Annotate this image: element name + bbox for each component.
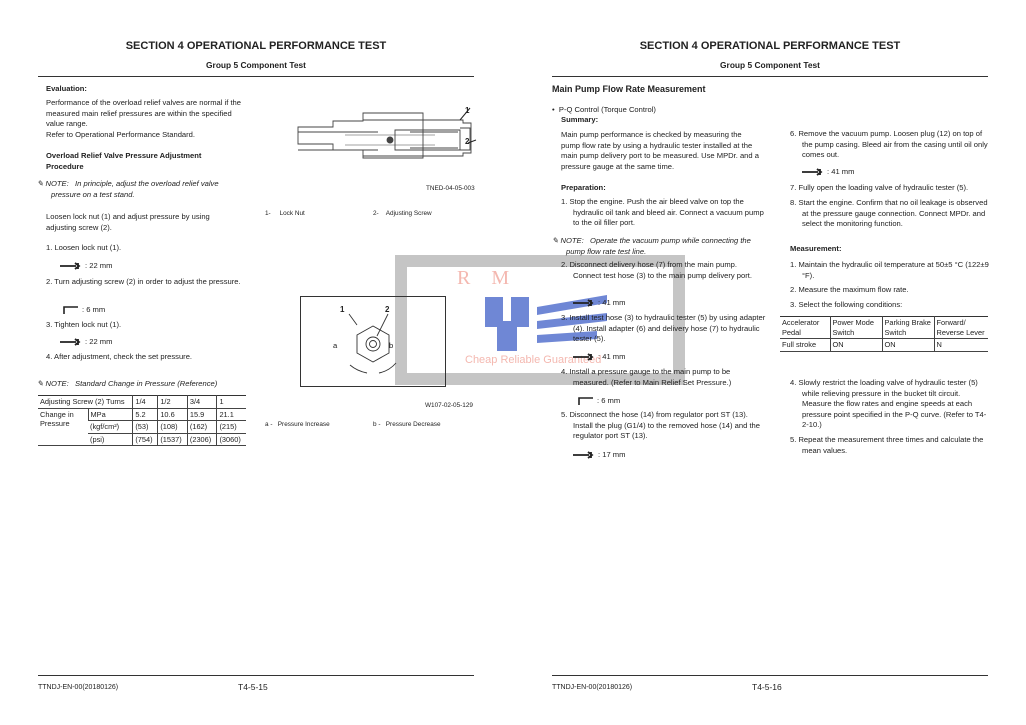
intro-text: Loosen lock nut (1) and adjust pressure by using adjusting screw (2). (46, 212, 210, 232)
summary-heading: Summary: (561, 115, 599, 124)
table-row: (psi) (754) (1537) (2306) (3060) (38, 433, 246, 446)
evaluation-ref: Refer to Operational Performance Standard. (46, 130, 196, 139)
page-number: T4-5-15 (238, 682, 268, 692)
meas-step-5: 5. Repeat the measurement three times and calculate the mean values. (790, 435, 984, 455)
page-subtitle-left: Group 5 Component Test (206, 60, 306, 70)
prep-step-6: 6. Remove the vacuum pump. Loosen plug (12) on top of the pump casing. Bleed air from the casing until oil only comes out. (790, 129, 988, 160)
lock-nut-figure (300, 296, 446, 387)
watermark-tagline: Cheap Reliable Guaranteed (465, 354, 602, 366)
legend-item: a - Pressure Increase (265, 421, 330, 428)
step-2: 2. Turn adjusting screw (2) in order to adjust the pressure. (46, 277, 241, 286)
prep-step-8: 8. Start the engine. Confirm that no oil leakage is observed at the pressure gauge connection. Connect MPDr. and select the monitoring function. (790, 198, 988, 229)
tool-wrench: : 41 mm (573, 352, 625, 363)
table-row: Full stroke ON ON N (780, 339, 988, 352)
tool-hex-key: : 6 mm (63, 305, 105, 316)
callout-2: 2 (465, 137, 470, 146)
tool-wrench: : 17 mm (573, 450, 625, 461)
wrench-icon (573, 353, 595, 361)
summary-text: Main pump performance is checked by measuring the pump flow rate by using a hydraulic tester installed at the main pump delivery port to be measured. Use MPDr. and a pressure gauge at the same time. (561, 130, 759, 171)
prep-step-1: 1. Stop the engine. Push the air bleed valve on top the hydraulic oil tank and bleed air. Connect a vacuum pump to the oil filler port. (561, 197, 764, 228)
doc-code: TTNDJ-EN-00(20180126) (552, 684, 633, 691)
prep-step-7: 7. Fully open the loading valve of hydraulic tester (5). (790, 183, 969, 192)
page-title-left: SECTION 4 OPERATIONAL PERFORMANCE TEST (125, 40, 387, 52)
meas-step-3: 3. Select the following conditions: (790, 300, 903, 309)
meas-step-2: 2. Measure the maximum flow rate. (790, 285, 909, 294)
wrench-icon (573, 451, 595, 459)
tool-wrench: : 41 mm (802, 167, 854, 178)
wrench-icon (573, 299, 595, 307)
tool-wrench: : 22 mm (60, 337, 112, 348)
callout-a: a (333, 341, 338, 350)
doc-code: TTNDJ-EN-00(20180126) (38, 684, 119, 691)
callout-1: 1 (340, 305, 345, 314)
hex-key-icon (63, 306, 79, 314)
preparation-heading: Preparation: (561, 183, 606, 192)
hex-nut-drawing (301, 297, 445, 386)
prep-step-3: 3. Install test hose (3) to hydraulic tester (5) by using adapter (4). Install adapter (6) and delivery hose (7) to hydraulic tester (5). (561, 313, 766, 344)
bullet-item: • P-Q Control (Torque Control) (552, 105, 656, 114)
callout-b: b (389, 341, 394, 350)
legend-item: b - Pressure Decrease (373, 421, 441, 428)
meas-step-4: 4. Slowly restrict the loading valve of hydraulic tester (5) while relieving pressure in the bucket tilt circuit. Measure the flow rates and engine speeds at each pressure point specified in the P-Q curve. (Refer to T4-2-10.) (790, 378, 987, 430)
relief-valve-drawing (290, 100, 480, 180)
figure-code: W107-02-05-129 (425, 402, 473, 409)
figure-code: TNED-04-05-003 (426, 185, 475, 192)
header-rule (38, 76, 474, 77)
table-row: (kgf/cm²) (53) (108) (162) (215) (38, 421, 246, 434)
wrench-icon (60, 338, 82, 346)
page-subtitle-right: Group 5 Component Test (720, 60, 820, 70)
tool-wrench: : 41 mm (573, 298, 625, 309)
conditions-table (780, 316, 988, 352)
table-row: Change in Pressure MPa 5.2 10.6 15.9 21.1 (38, 408, 246, 421)
legend-item: 1- Lock Nut (265, 210, 305, 217)
legend-item: 2- Adjusting Screw (373, 210, 432, 217)
step-3: 3. Tighten lock nut (1). (46, 320, 122, 329)
note: ✎ NOTE: Operate the vacuum pump while connecting the pump flow rate test line. (552, 236, 751, 256)
hex-key-icon (578, 397, 594, 405)
callout-2: 2 (385, 305, 390, 314)
tool-hex-key: : 6 mm (578, 396, 620, 407)
step-4: 4. After adjustment, check the set pressure. (46, 352, 193, 361)
callout-1: 1 (465, 106, 470, 115)
note-2: ✎ NOTE: Standard Change in Pressure (Reference) (37, 379, 218, 388)
prep-step-5: 5. Disconnect the hose (14) from regulator port ST (13). Install the plug (G1/4) to the removed hose (14) and the regulator port ST (13). (561, 410, 760, 441)
wrench-icon (802, 168, 824, 176)
footer-rule (38, 675, 474, 676)
procedure-heading: Overload Relief Valve Pressure Adjustment Procedure (46, 151, 202, 171)
table-row: Adjusting Screw (2) Turns 1/4 1/2 3/4 1 (38, 396, 246, 409)
pencil-icon: ✎ (552, 236, 561, 245)
pressure-change-table (38, 395, 246, 446)
step-1: 1. Loosen lock nut (1). (46, 243, 122, 252)
measurement-heading: Measurement: (790, 244, 842, 253)
pencil-icon: ✎ (37, 179, 46, 188)
page-title-right: SECTION 4 OPERATIONAL PERFORMANCE TEST (639, 40, 901, 52)
prep-step-4: 4. Install a pressure gauge to the main pump to be measured. (Refer to Main Relief Set Pressure.) (561, 367, 732, 387)
header-rule (552, 76, 988, 77)
page-number: T4-5-16 (752, 682, 782, 692)
pencil-icon: ✎ (37, 379, 46, 388)
prep-step-2: 2. Disconnect delivery hose (7) from the main pump. Connect test hose (3) to the main pump delivery port. (561, 260, 752, 280)
footer-rule (552, 675, 988, 676)
evaluation-heading: Evaluation: (46, 84, 87, 93)
meas-step-1: 1. Maintain the hydraulic oil temperature at 50±5 °C (122±9 °F). (790, 260, 989, 280)
tool-wrench: : 22 mm (60, 261, 112, 272)
note-1: ✎ NOTE: In principle, adjust the overload relief valve pressure on a test stand. (37, 179, 219, 199)
table-row: Accelerator Pedal Power Mode Switch Parking Brake Switch Forward/ Reverse Lever (780, 317, 988, 339)
section-title: Main Pump Flow Rate Measurement (552, 84, 706, 94)
wrench-icon (60, 262, 82, 270)
evaluation-text: Performance of the overload relief valves are normal if the measured main relief pressures are within the specified value range. (46, 98, 242, 129)
watermark-letters: R M (457, 267, 518, 289)
